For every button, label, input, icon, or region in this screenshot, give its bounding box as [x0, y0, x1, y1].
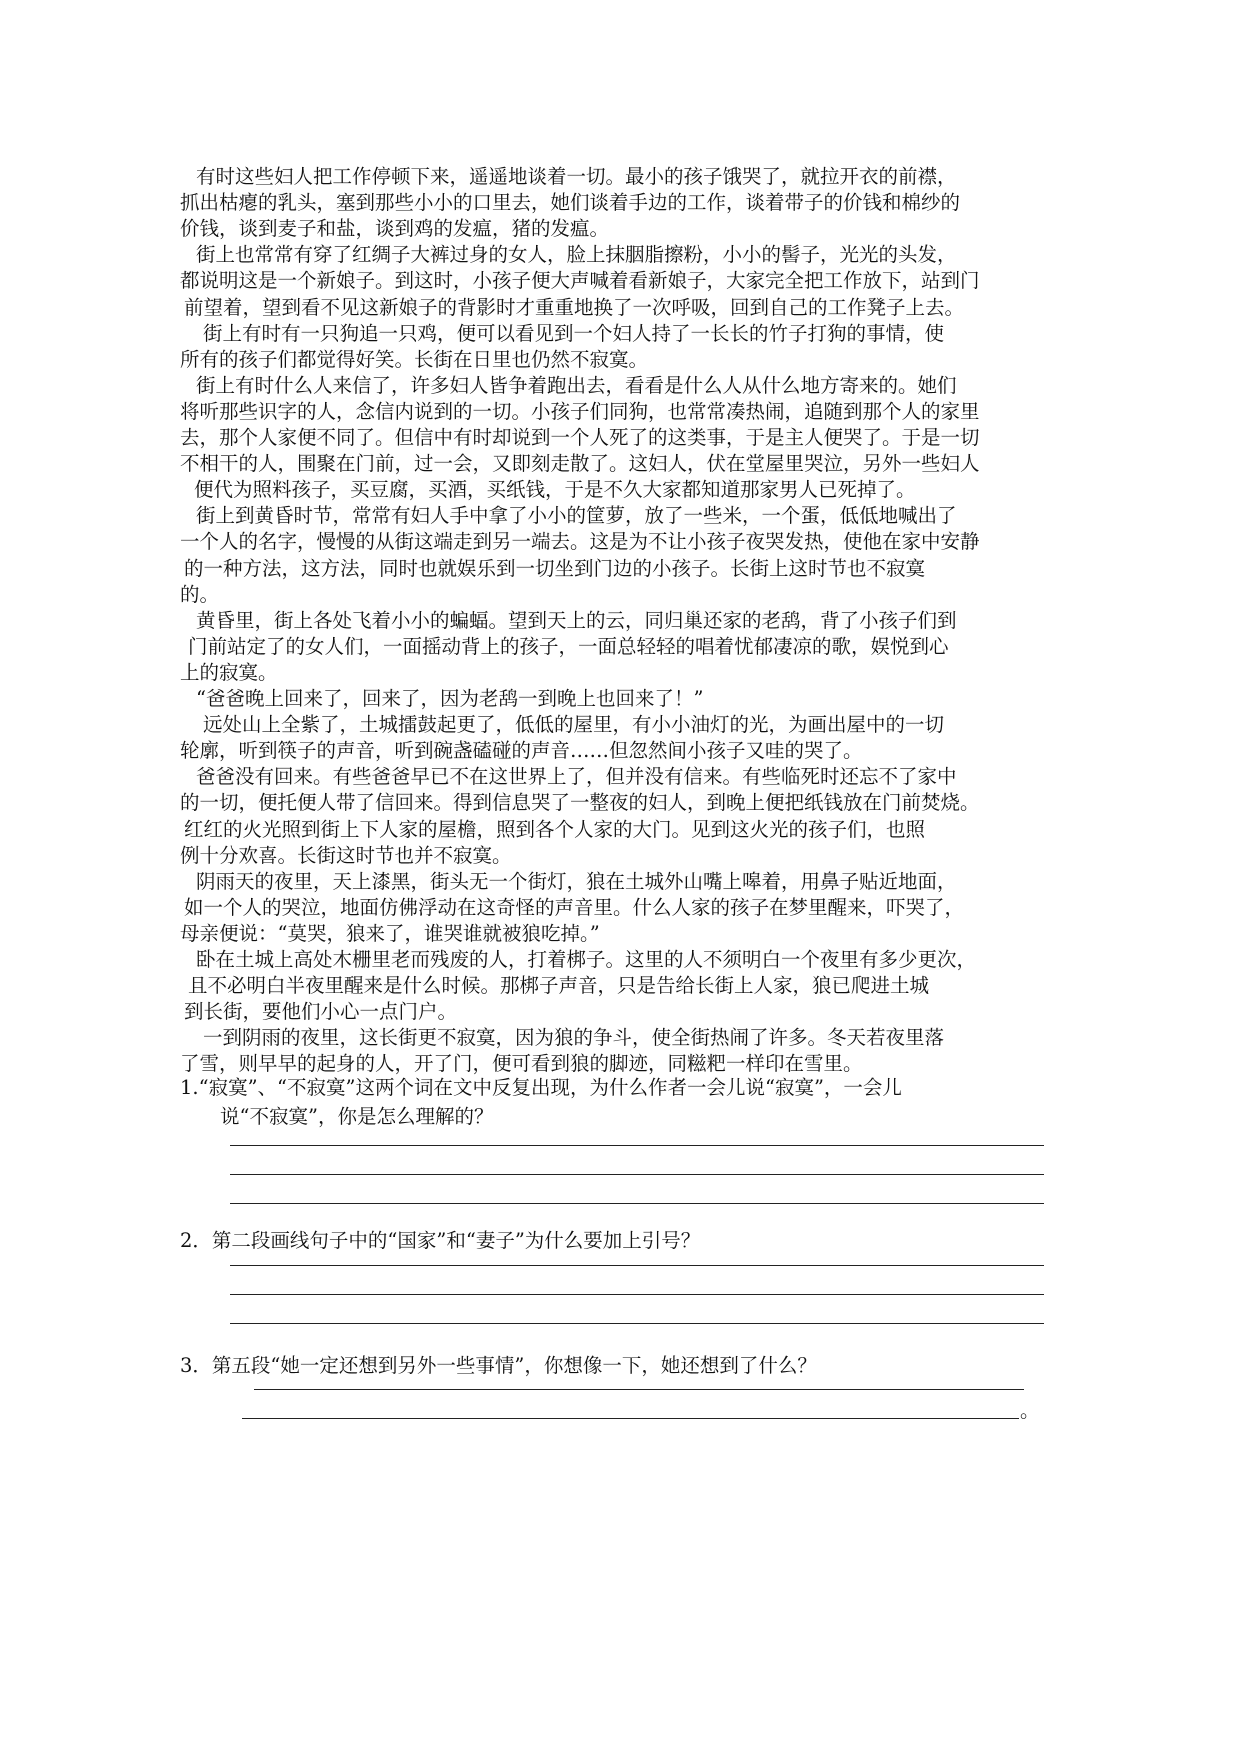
- passage-line: 街上有时有一只狗追一只鸡，便可以看见到一个妇人持了一长长的竹子打狗的事情，使: [203, 321, 945, 345]
- question-text-line: 2．第二段画线句子中的“国家”和“妻子”为什么要加上引号？: [180, 1229, 701, 1252]
- question-text-line: 1.“寂寞”、“不寂寞”这两个词在文中反复出现，为什么作者一会儿说“寂寞”，一会儿: [180, 1076, 902, 1099]
- passage-line: 一到阴雨的夜里，这长街更不寂寞，因为狼的争斗，使全街热闹了许多。冬天若夜里落: [203, 1026, 945, 1050]
- passage-line: 便代为照料孩子，买豆腐，买酒，买纸钱，于是不久大家都知道那家男人已死掉了。: [194, 478, 916, 502]
- passage-line: 卧在土城上高处木栅里老而残废的人，打着梆子。这里的人不须明白一个夜里有多少更次，: [196, 948, 977, 971]
- answer-line[interactable]: [230, 1174, 1044, 1175]
- passage-line: “爸爸晚上回来了，回来了，因为老鸹一到晚上也回来了！”: [196, 687, 704, 710]
- answer-line[interactable]: [254, 1389, 1024, 1390]
- passage-line: 红红的火光照到街上下人家的屋檐，照到各个人家的大门。见到这火光的孩子们，也照: [184, 817, 926, 841]
- passage-line: 的一切，便托便人带了信回来。得到信息哭了一整夜的妇人，到晚上便把纸钱放在门前焚烧。: [180, 791, 980, 815]
- passage-line: 母亲便说：“莫哭，狼来了，谁哭谁就被狼吃掉。”: [180, 921, 600, 945]
- passage-line: 到长街，要他们小心一点门户。: [184, 1000, 458, 1024]
- passage-line: 轮廓，听到筷子的声音，听到碗盏磕碰的声音……但忽然间小孩子又哇的哭了。: [180, 739, 863, 763]
- passage-line: 街上到黄昏时节，常常有妇人手中拿了小小的筐萝，放了一些米，一个蛋，低低地喊出了: [196, 504, 957, 528]
- answer-end-mark: 。: [1020, 1399, 1040, 1422]
- answer-line[interactable]: [230, 1145, 1044, 1146]
- passage-line: 将听那些识字的人，念信内说到的一切。小孩子们同狗，也常常凑热闹，追随到那个人的家里: [180, 399, 980, 423]
- passage-line: 的。: [180, 582, 220, 606]
- passage-line: 价钱，谈到麦子和盐，谈到鸡的发瘟，猪的发瘟。: [180, 217, 610, 241]
- passage-line: 例十分欢喜。长街这时节也并不寂寞。: [180, 843, 512, 867]
- passage-line: 有时这些妇人把工作停顿下来，遥遥地谈着一切。最小的孩子饿哭了，就拉开衣的前襟，: [196, 165, 957, 188]
- answer-line[interactable]: [230, 1203, 1044, 1204]
- passage-line: 爸爸没有回来。有些爸爸早已不在这世界上了，但并没有信来。有些临死时还忘不了家中: [196, 765, 957, 789]
- passage-line: 街上也常常有穿了红绸子大裤过身的女人，脸上抹胭脂擦粉，小小的髻子，光光的头发，: [196, 243, 957, 267]
- passage-line: 阴雨天的夜里，天上漆黑，街头无一个街灯，狼在土城外山嘴上嗥着，用鼻子贴近地面，: [196, 869, 957, 893]
- passage-line: 上的寂寞。: [180, 660, 278, 684]
- passage-line: 前望着，望到看不见这新娘子的背影时才重重地换了一次呼吸，回到自己的工作凳子上去。: [184, 295, 965, 319]
- answer-line[interactable]: [230, 1265, 1044, 1266]
- answer-line[interactable]: [230, 1294, 1044, 1295]
- passage-line: 所有的孩子们都觉得好笑。长街在日里也仍然不寂寞。: [180, 347, 649, 371]
- passage-line: 一个人的名字，慢慢的从街这端走到另一端去。这是为不让小孩子夜哭发热，使他在家中安静: [180, 530, 980, 554]
- passage-line: 去，那个人家便不同了。但信中有时却说到一个人死了的这类事，于是主人便哭了。于是一切: [180, 426, 980, 449]
- passage-line: 都说明这是一个新娘子。到这时，小孩子便大声喊着看新娘子，大家完全把工作放下，站到门: [180, 269, 980, 293]
- passage-line: 黄昏里，街上各处飞着小小的蝙蝠。望到天上的云，同归巢还家的老鸹，背了小孩子们到: [196, 608, 957, 632]
- passage-line: 门前站定了的女人们，一面摇动背上的孩子，一面总轻轻的唱着忧郁凄凉的歌，娱悦到心: [188, 634, 949, 658]
- passage-line: 抓出枯瘪的乳头，塞到那些小小的口里去，她们谈着手边的工作，谈着带子的价钱和棉纱的: [180, 191, 961, 215]
- answer-line[interactable]: [230, 1323, 1044, 1324]
- passage-line: 不相干的人，围聚在门前，过一会，又即刻走散了。这妇人，伏在堂屋里哭泣，另外一些妇人: [180, 452, 980, 476]
- question-text-line: 3．第五段“她一定还想到另外一些事情”，你想像一下，她还想到了什么？: [180, 1354, 817, 1377]
- passage-line: 了雪，则早早的起身的人，开了门，便可看到狼的脚迹，同糍粑一样印在雪里。: [180, 1052, 863, 1076]
- question-text-line: 说“不寂寞”，你是怎么理解的？: [220, 1105, 494, 1128]
- passage-line: 如一个人的哭泣，地面仿佛浮动在这奇怪的声音里。什么人家的孩子在梦里醒来，吓哭了，: [184, 895, 965, 919]
- passage-line: 远处山上全紫了，土城擂鼓起更了，低低的屋里，有小小油灯的光，为画出屋中的一切: [203, 713, 945, 737]
- answer-line[interactable]: [242, 1418, 1019, 1419]
- passage-line: 且不必明白半夜里醒来是什么时候。那梆子声音，只是告给长街上人家，狼已爬进土城: [188, 974, 930, 998]
- passage-line: 的一种方法，这方法，同时也就娱乐到一切坐到门边的小孩子。长街上这时节也不寂寞: [184, 556, 926, 580]
- passage-line: 街上有时什么人来信了，许多妇人皆争着跑出去，看看是什么人从什么地方寄来的。她们: [196, 373, 957, 397]
